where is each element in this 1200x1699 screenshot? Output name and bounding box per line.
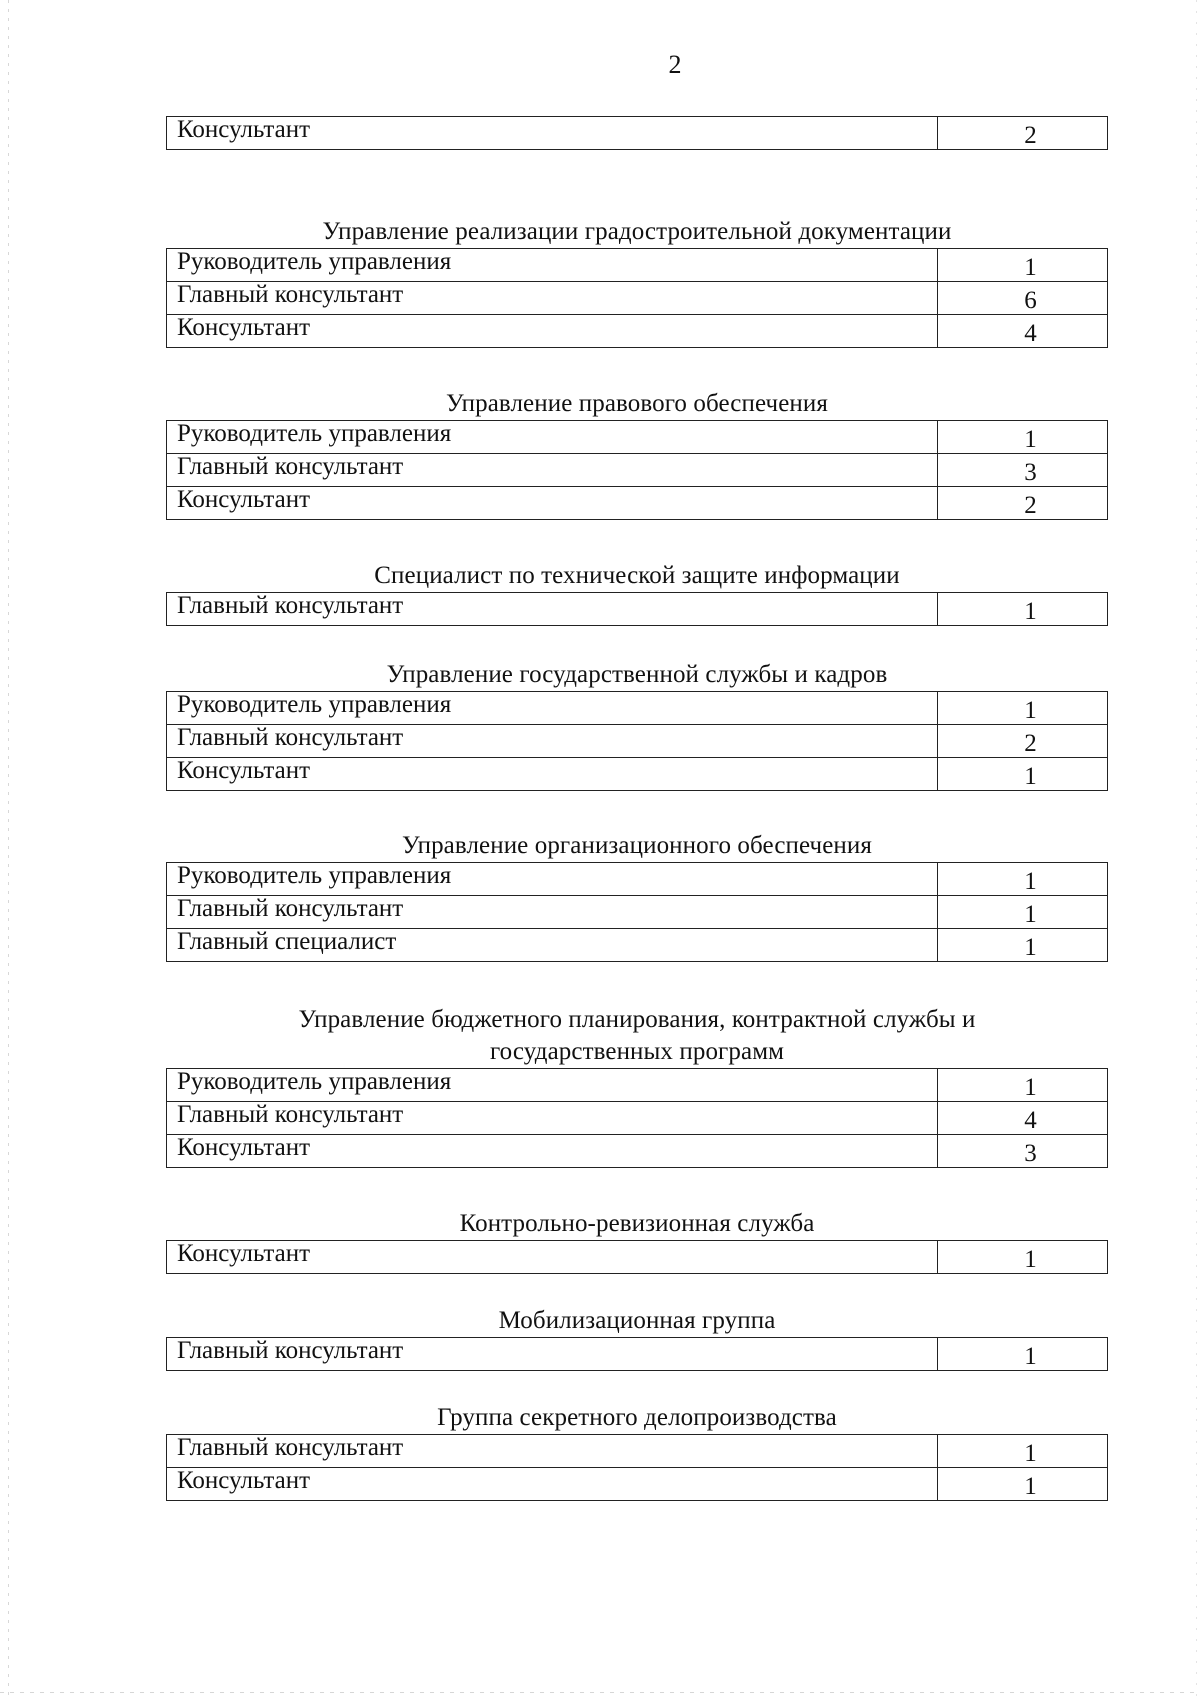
position-cell: Главный консультант [167,1102,938,1135]
table-row [167,1338,1108,1371]
section-mobilization [166,1305,1108,1371]
section-civil-service [166,659,1108,791]
section-audit [166,1208,1108,1274]
staff-table [166,1434,1108,1501]
section-title: Группа секретного делопроизводства [437,1404,837,1431]
count-cell: 2 [938,487,1108,520]
table-row [167,863,1108,896]
count-cell: 2 [938,117,1108,150]
section-organizational [166,830,1108,962]
position-cell: Руководитель управления [167,1069,938,1102]
position-cell: Консультант [167,1135,938,1168]
position-cell: Консультант [167,758,938,791]
table-row [167,929,1108,962]
position-cell: Главный консультант [167,1435,938,1468]
count-cell: 3 [938,1135,1108,1168]
staff-table [166,1240,1108,1274]
count-cell: 1 [938,692,1108,725]
table-row [167,117,1108,150]
count-cell: 1 [938,1435,1108,1468]
section-title: Мобилизационная группа [498,1307,776,1334]
section-info-security [166,560,1108,626]
position-cell: Руководитель управления [167,863,938,896]
table-row [167,315,1108,348]
count-cell: 1 [938,1069,1108,1102]
table-row [167,421,1108,454]
position-cell: Главный консультант [167,593,938,626]
count-cell: 4 [938,315,1108,348]
table-row [167,282,1108,315]
staff-table [166,1337,1108,1371]
section-title: Контрольно-ревизионная служба [459,1210,815,1237]
scan-edge-right [1196,0,1197,1699]
count-cell: 4 [938,1102,1108,1135]
table-row [167,593,1108,626]
count-cell: 1 [938,1241,1108,1274]
staff-table [166,248,1108,348]
table-row [167,1102,1108,1135]
table-row [167,758,1108,791]
position-cell: Руководитель управления [167,421,938,454]
section-title: Управление правового обеспечения [446,390,828,417]
table-row [167,249,1108,282]
table-row [167,487,1108,520]
position-cell: Руководитель управления [167,249,938,282]
position-cell: Главный консультант [167,725,938,758]
position-cell: Консультант [167,1241,938,1274]
table-row [167,1468,1108,1501]
table-row [167,454,1108,487]
table-row [167,896,1108,929]
table-row [167,1135,1108,1168]
page-number: 2 [668,50,682,79]
position-cell: Главный консультант [167,282,938,315]
count-cell: 6 [938,282,1108,315]
position-cell: Главный специалист [167,929,938,962]
section-budget-planning [166,1004,1108,1168]
section-title: Управление государственной службы и кадров [386,661,888,688]
position-cell: Главный консультант [167,896,938,929]
position-cell: Главный консультант [167,1338,938,1371]
count-cell: 1 [938,1338,1108,1371]
section-title-line-2: государственных программ [489,1038,785,1065]
count-cell: 1 [938,863,1108,896]
section-legal [166,388,1108,520]
count-cell: 1 [938,1468,1108,1501]
staff-table [166,420,1108,520]
table-row [167,1241,1108,1274]
scan-edge-bottom [0,1692,1200,1693]
position-cell: Консультант [167,315,938,348]
table-row [167,725,1108,758]
staff-table [166,592,1108,626]
position-cell: Консультант [167,1468,938,1501]
count-cell: 1 [938,421,1108,454]
staff-table [166,862,1108,962]
count-cell: 1 [938,249,1108,282]
position-cell: Руководитель управления [167,692,938,725]
section-title: Управление организационного обеспечения [402,832,872,859]
section-secret-records [166,1402,1108,1501]
position-cell: Консультант [167,487,938,520]
section-title: Управление бюджетного планирования, контрактной службы и [298,1006,976,1033]
table-row [167,1435,1108,1468]
count-cell: 1 [938,896,1108,929]
section-title: Управление реализации градостроительной документации [322,218,952,245]
section-urban-planning [166,216,1108,348]
count-cell: 1 [938,758,1108,791]
count-cell: 1 [938,593,1108,626]
count-cell: 2 [938,725,1108,758]
position-cell: Консультант [167,117,938,150]
count-cell: 1 [938,929,1108,962]
count-cell: 3 [938,454,1108,487]
staff-table [166,1068,1108,1168]
table-row [167,1069,1108,1102]
table-row [167,692,1108,725]
scan-edge-left [8,0,9,1699]
staff-table-continuation [166,116,1108,150]
staff-table [166,691,1108,791]
continuation-block [166,116,1108,150]
section-title: Специалист по технической защите информации [374,562,900,589]
position-cell: Главный консультант [167,454,938,487]
